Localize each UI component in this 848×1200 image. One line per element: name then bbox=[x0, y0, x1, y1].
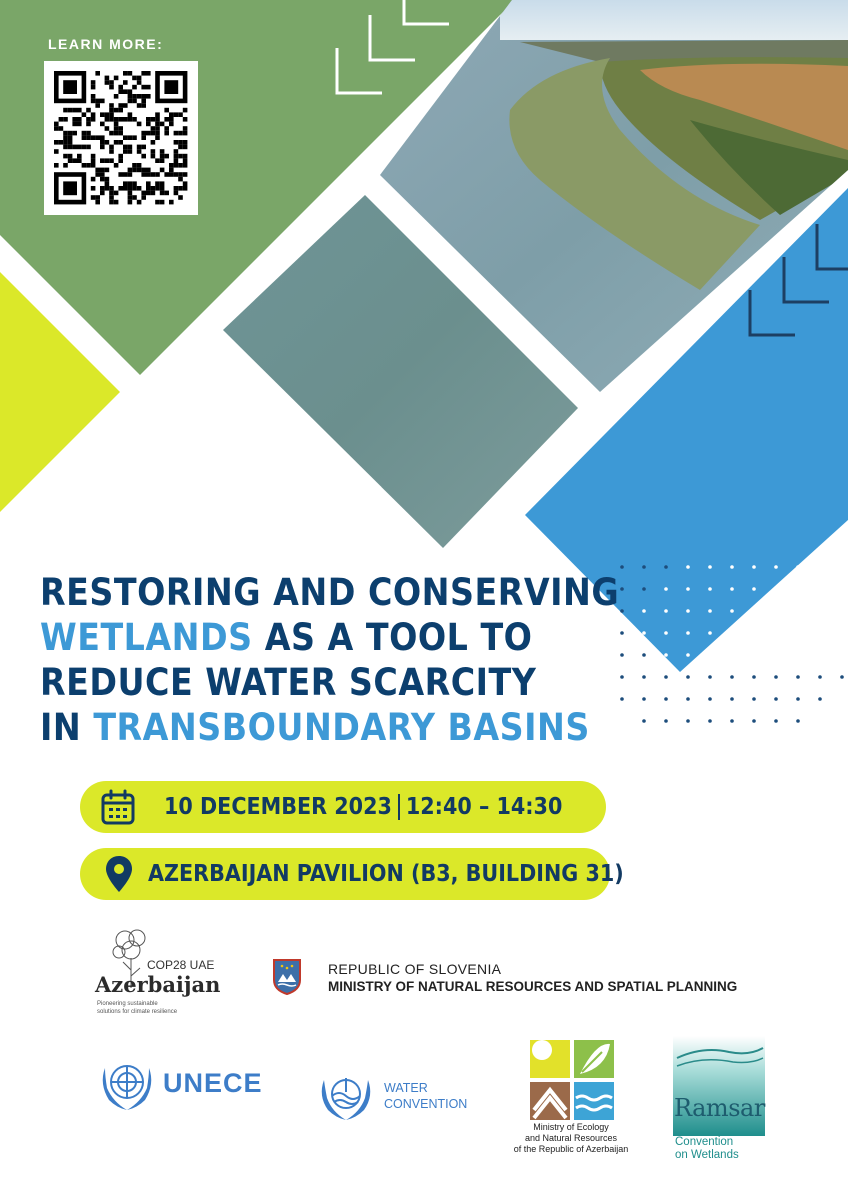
cop28-azerbaijan-logo bbox=[95, 928, 235, 1020]
dot bbox=[642, 719, 646, 723]
dot bbox=[818, 609, 822, 613]
learn-more-label: LEARN MORE: bbox=[48, 36, 164, 52]
dot bbox=[664, 587, 668, 591]
ramsar-wordmark: Ramsar bbox=[674, 1094, 765, 1122]
dot bbox=[752, 631, 756, 635]
water-convention-text bbox=[384, 1080, 467, 1112]
event-location: AZERBAIJAN PAVILION (B3, BUILDING 31) bbox=[148, 861, 624, 887]
title-line-2 bbox=[40, 615, 640, 660]
dot bbox=[818, 675, 822, 679]
dot bbox=[664, 631, 668, 635]
ministry-line-3: of the Republic of Azerbaijan bbox=[513, 1144, 629, 1154]
water-convention-line-2: CONVENTION bbox=[384, 1097, 468, 1111]
dot bbox=[796, 565, 800, 569]
dot bbox=[774, 609, 778, 613]
dot bbox=[818, 653, 822, 657]
unece-logo bbox=[97, 1058, 297, 1114]
dot bbox=[708, 675, 712, 679]
title-line-3: REDUCE WATER SCARCITY bbox=[40, 661, 537, 704]
dot bbox=[664, 653, 668, 657]
dot bbox=[818, 587, 822, 591]
dot bbox=[796, 631, 800, 635]
ministry-line-1: Ministry of Ecology bbox=[533, 1122, 609, 1132]
dot bbox=[708, 587, 712, 591]
cop28-label: COP28 UAE bbox=[147, 958, 215, 972]
dot bbox=[752, 653, 756, 657]
calendar-icon bbox=[98, 787, 138, 827]
ramsar-subtitle bbox=[675, 1136, 739, 1162]
dot bbox=[642, 631, 646, 635]
az-ministry-ecology-logo bbox=[506, 1040, 636, 1160]
dot bbox=[686, 697, 690, 701]
dot bbox=[686, 565, 690, 569]
dot bbox=[730, 697, 734, 701]
ministry-line-2: and Natural Resources bbox=[524, 1133, 618, 1143]
dot bbox=[796, 697, 800, 701]
dot bbox=[730, 565, 734, 569]
title-line-4 bbox=[40, 705, 640, 750]
dot bbox=[774, 631, 778, 635]
dot bbox=[840, 653, 844, 657]
title-line-4-prefix: IN bbox=[40, 706, 94, 749]
slovenia-line-1: REPUBLIC OF SLOVENIA bbox=[328, 961, 502, 977]
dot bbox=[752, 565, 756, 569]
dot bbox=[686, 719, 690, 723]
title-line-1: RESTORING AND CONSERVING bbox=[40, 571, 620, 614]
cop28-tagline-2: solutions for climate resilience bbox=[97, 1009, 178, 1015]
azerbaijan-wordmark: Azerbaijan bbox=[95, 972, 221, 997]
dot bbox=[708, 653, 712, 657]
dot bbox=[686, 609, 690, 613]
dot bbox=[642, 609, 646, 613]
dot bbox=[730, 653, 734, 657]
unece-wordmark: UNECE bbox=[163, 1068, 263, 1098]
cop28-tagline bbox=[97, 1000, 177, 1016]
title-line-2-rest: AS A TOOL TO bbox=[252, 616, 533, 659]
dot bbox=[840, 675, 844, 679]
title-highlight-wetlands: WETLANDS bbox=[40, 616, 253, 659]
dot bbox=[642, 653, 646, 657]
dot bbox=[730, 675, 734, 679]
dot bbox=[642, 565, 646, 569]
dot bbox=[752, 697, 756, 701]
dot bbox=[664, 675, 668, 679]
un-emblem-icon bbox=[97, 1058, 157, 1112]
dot bbox=[708, 609, 712, 613]
ramsar-logo bbox=[673, 1036, 765, 1164]
dot bbox=[840, 631, 844, 635]
ministry-emblem-icon bbox=[530, 1040, 614, 1120]
dot bbox=[708, 719, 712, 723]
water-convention-emblem-icon bbox=[318, 1068, 374, 1122]
dot bbox=[642, 697, 646, 701]
dot bbox=[686, 587, 690, 591]
dot bbox=[620, 565, 624, 569]
dot bbox=[796, 719, 800, 723]
dot bbox=[642, 675, 646, 679]
cop28-tagline-1: Pioneering sustainable bbox=[97, 1001, 158, 1007]
event-date: 10 DECEMBER 2023 bbox=[164, 793, 392, 820]
dot bbox=[642, 587, 646, 591]
qr-code-icon[interactable] bbox=[44, 61, 198, 215]
dot bbox=[686, 675, 690, 679]
ramsar-line-2: on Wetlands bbox=[675, 1149, 739, 1161]
dot bbox=[796, 587, 800, 591]
ministry-ecology-text bbox=[506, 1122, 636, 1155]
dot bbox=[818, 697, 822, 701]
dot bbox=[664, 697, 668, 701]
slovenia-coat-of-arms-icon bbox=[272, 958, 302, 996]
dot bbox=[730, 609, 734, 613]
dot bbox=[686, 631, 690, 635]
dot bbox=[840, 587, 844, 591]
water-convention-line-1: WATER bbox=[384, 1081, 428, 1095]
dot bbox=[752, 587, 756, 591]
dot bbox=[708, 631, 712, 635]
event-title bbox=[40, 570, 640, 750]
dot bbox=[774, 719, 778, 723]
dot bbox=[818, 631, 822, 635]
location-pill bbox=[80, 848, 624, 900]
dot bbox=[774, 675, 778, 679]
dot bbox=[730, 587, 734, 591]
dot bbox=[796, 609, 800, 613]
dot bbox=[752, 609, 756, 613]
slovenia-ministry-logo bbox=[272, 958, 792, 1002]
dot bbox=[664, 719, 668, 723]
slovenia-line-2: MINISTRY OF NATURAL RESOURCES AND SPATIAL PLANNING bbox=[328, 979, 738, 994]
dot bbox=[818, 565, 822, 569]
dot bbox=[774, 697, 778, 701]
map-pin-icon bbox=[104, 854, 134, 894]
event-datetime bbox=[164, 794, 562, 821]
dot bbox=[664, 609, 668, 613]
water-convention-logo bbox=[318, 1068, 488, 1124]
title-highlight-basins: TRANSBOUNDARY BASINS bbox=[93, 706, 590, 749]
dot bbox=[796, 653, 800, 657]
ramsar-line-1: Convention bbox=[675, 1136, 734, 1148]
dot bbox=[774, 653, 778, 657]
dot bbox=[774, 565, 778, 569]
event-time: 12:40 – 14:30 bbox=[405, 793, 563, 820]
date-time-pill bbox=[80, 781, 606, 833]
dot bbox=[708, 565, 712, 569]
dot bbox=[664, 565, 668, 569]
datetime-separator bbox=[398, 794, 400, 820]
dot bbox=[752, 675, 756, 679]
dot bbox=[708, 697, 712, 701]
dot bbox=[796, 675, 800, 679]
dot bbox=[686, 653, 690, 657]
dot bbox=[840, 609, 844, 613]
dot bbox=[752, 719, 756, 723]
dot bbox=[774, 587, 778, 591]
dot bbox=[730, 631, 734, 635]
dot bbox=[730, 719, 734, 723]
